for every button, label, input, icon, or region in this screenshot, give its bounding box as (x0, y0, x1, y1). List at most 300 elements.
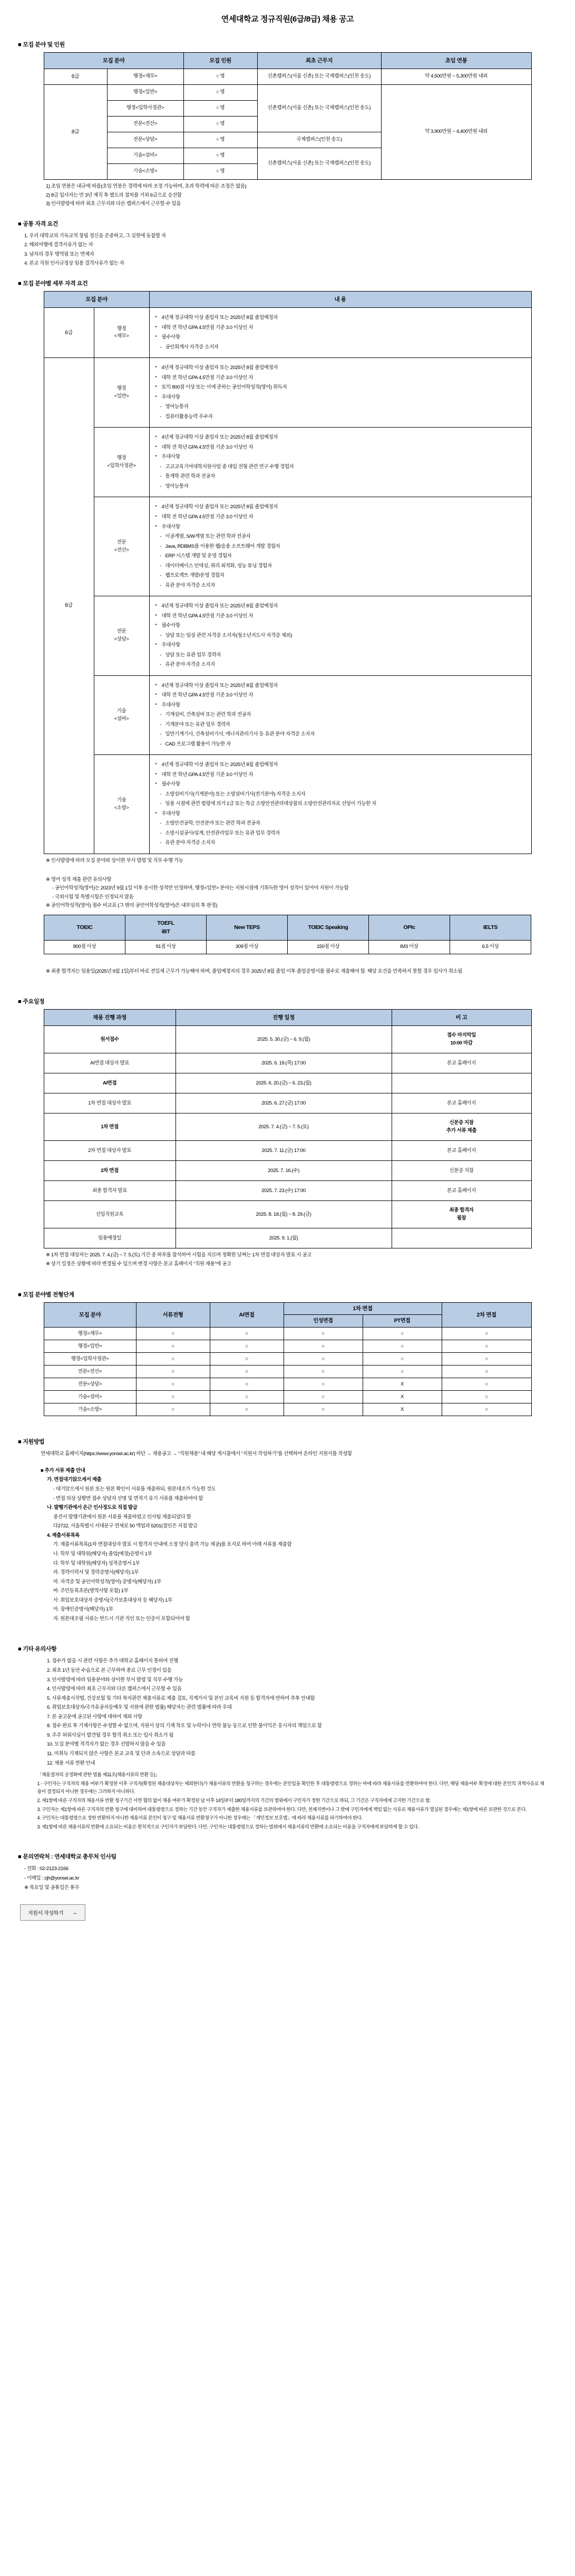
table-row (44, 1340, 531, 1353)
table-row (44, 84, 531, 100)
requirement-item: - 소방설비기사(기계분야) 또는 소방설비기사(전기분야) 자격증 소지자 (155, 790, 527, 800)
detailed-requirements-table (44, 291, 532, 854)
field-cell: 기술<소방> (107, 163, 183, 179)
apply-button[interactable] (20, 1904, 85, 1921)
requirement-list (155, 602, 527, 670)
stage-document-cell: ○ (136, 1353, 210, 1366)
list-item: 1. 우리 대학교의 기독교적 창립 정신을 존중하고, 그 실현에 동참할 자 (24, 233, 166, 239)
col-header-step: 채용 진행 과정 (44, 1010, 176, 1026)
requirement-item: ▪ 우대사항 (155, 522, 527, 532)
col-header-newteps: New TEPS (207, 915, 288, 941)
other-note-item: 12. 채용 서류 반환 안내 (47, 1760, 95, 1766)
requirement-item: ▪ 4년제 정규대학 이상 졸업자 또는 2025년 8월 졸업예정자 (155, 313, 527, 323)
table-row (44, 1391, 531, 1403)
table-row (44, 1201, 531, 1228)
table-row (44, 1403, 531, 1416)
additional-docs-line: - 면접 의상 상황면 접수 상담자 선명 및 면적기 유기 서류를 제출하여야 함 (53, 1495, 203, 1502)
schedule-remark-cell: 본교 홈페이지 (392, 1093, 531, 1113)
requirement-item: - 통계학 관련 학과 전공자 (155, 472, 527, 482)
schedule-step-cell: 임용예정일 (44, 1228, 176, 1248)
english-notice-line: - 국외시험 및 특별시험은 인정되지 않음 (52, 894, 134, 900)
requirements-cell (149, 596, 531, 676)
stage-field-cell: 전문<전산> (44, 1366, 136, 1378)
disclaimer-paragraph: 4. 구인자는 대통령령으로 정한 반환하지 아니한 채용서류 본인이 청구 및 채용서류 반환청구가 아니한 경우에는 「개인정보 보호법」에 따라 채용서류를 파기하여야 한다. (37, 1815, 363, 1821)
stage-matrix-heading: ■ 모집 분야별 전형단계 (18, 1291, 74, 1298)
requirement-item: ▪ 4년제 정규대학 이상 졸업자 또는 2025년 8월 졸업예정자 (155, 681, 527, 691)
requirements-cell (149, 308, 531, 358)
detailed-requirements-section (0, 280, 575, 976)
requirement-item: - 영어능통자 (155, 402, 527, 412)
stage-pt-cell: X (363, 1403, 442, 1416)
requirement-list (155, 502, 527, 590)
stage-field-cell: 행정<입학사정관> (44, 1353, 136, 1366)
schedule-remark-cell (392, 1073, 531, 1093)
stage-pt-cell: ○ (363, 1353, 442, 1366)
schedule-date-cell: 2025. 5. 30.(금) ~ 6. 9.(월) (176, 1026, 392, 1053)
requirement-item: ▪ 우대사항 (155, 393, 527, 403)
bullet-square-icon: ■ (18, 999, 22, 1005)
count-cell: ○ 명 (183, 132, 257, 148)
schedule-date-cell: 2025. 6. 27.(금) 17:00 (176, 1093, 392, 1113)
requirement-item: - 영어능통자 (155, 482, 527, 492)
stage-matrix-table (44, 1302, 532, 1417)
requirement-item: ▪ 우대사항 (155, 809, 527, 819)
count-cell: ○ 명 (183, 100, 257, 116)
requirements-cell (149, 675, 531, 755)
stage-ai-cell: ○ (210, 1328, 284, 1340)
requirement-item: ▪ 우대사항 (155, 452, 527, 462)
requirement-item: - 임용 시점에 관련 법령에 의거 1급 또는 특급 소방안전관리대상물의 소방안전관리자로 선임이 가능한 자 (155, 799, 527, 809)
disclaimer-paragraph: 3. 구인자는 제1항에 따른 구직자의 반환 청구에 대비하여 대통령령으로 정하는 기간 동안 구직자가 제출한 채용서류를 보관하여야 한다. 다만, 천재지변이나 그 밖에 구인자에게 책임 없는 사유로 채용서류가 멸실된 경우에는 제1항에 따른 보관한 것으로 본다. (37, 1806, 527, 1812)
stage-pt-cell: ○ (363, 1366, 442, 1378)
note-item: 2) 8급 입사자는 만 3년 재직 후 별도의 절차를 거쳐 6급으로 승진함 (46, 192, 182, 198)
stage-second-cell: ○ (442, 1378, 531, 1391)
arrow-right-icon: → (72, 1909, 77, 1916)
table-row (44, 1026, 531, 1053)
other-note-item: 6. 취업보호대상자/국가유공자등예우 및 지원에 관한 법률) 해당자는 관련 법률에 따라 우대 (47, 1705, 232, 1711)
field-cell: 행정<일반> (107, 84, 183, 100)
stage-document-cell: ○ (136, 1391, 210, 1403)
table-header-row (44, 1302, 531, 1314)
additional-docs-line: 바. 주민등록초본(병역사항 포함) 1부 (53, 1588, 129, 1594)
requirement-item: ▪ 우대사항 (155, 701, 527, 711)
schedule-notes (44, 1251, 531, 1268)
requirement-item: ▪ 필수사항 (155, 780, 527, 790)
stage-ai-cell: ○ (210, 1378, 284, 1391)
table-row (44, 1378, 531, 1391)
table-row (44, 1366, 531, 1378)
recruitment-notes (44, 182, 531, 209)
col-header-place: 최초 근무지 (257, 52, 381, 69)
grade-cell: 6급 (44, 69, 107, 84)
english-notice-line: - 공인어학성적(영어)는 2023년 9월 1일 이후 응시한 성적만 인정하며, 행정<일반> 분야는 지원시점에 기취득한 영어 성적이 있어야 지원이 가능함 (52, 885, 349, 892)
stage-second-cell: ○ (442, 1328, 531, 1340)
english-table-caption: ※ 공인어학성적(영어) 점수 비교표 (그 밖의 공인어학성적(영어)은 내부심의 후 판정) (46, 903, 218, 909)
bullet-square-icon: ■ (18, 1291, 22, 1298)
stage-document-cell: ○ (136, 1328, 210, 1340)
requirement-item: ▪ 필수사항 (155, 333, 527, 343)
grade-cell: 8급 (44, 84, 107, 179)
table-row (44, 596, 531, 676)
requirement-item: - 데이터베이스 인덱싱, 쿼리 최적화, 성능 튜닝 경험자 (155, 561, 527, 572)
stage-ai-cell: ○ (210, 1403, 284, 1416)
requirement-item: ▪ 우대사항 (155, 641, 527, 651)
other-notes-section (0, 1645, 575, 1831)
table-header-row (44, 291, 531, 307)
other-note-item: 4. 인사발령에 따라 최초 근무지와 다른 캠퍼스에서 근무할 수 있음 (47, 1686, 182, 1692)
schedule-remark-cell: 신분증 지참 추가 서류 제출 (392, 1113, 531, 1141)
schedule-step-cell: 2차 면접 대상자 발표 (44, 1141, 176, 1161)
score-cell-ielts: 6.5 이상 (450, 940, 531, 954)
requirement-item: - 컴퓨터활용능력 우수자 (155, 412, 527, 422)
requirement-list (155, 681, 527, 750)
additional-docs-block-title: 4. 제출서류목록 (47, 1532, 80, 1538)
note-item: 1) 초임 연봉은 내규에 따름(초임 연봉은 경력에 따라 조정 가능하며, 초과 학력에 따른 조정은 없음) (46, 183, 247, 189)
requirement-item: - 기계분야 또는 유관 업무 경력자 (155, 720, 527, 730)
additional-docs-heading: ■ 추가 서류 제출 안내 (41, 1467, 85, 1474)
score-cell-toefl: 91점 이상 (125, 940, 207, 954)
col-header-content: 내 용 (149, 291, 531, 307)
apply-button-label: 지원서 작성하기 (28, 1911, 64, 1917)
stage-ai-cell: ○ (210, 1340, 284, 1353)
requirement-item: - ERP 시스템 개발 및 운영 경험자 (155, 551, 527, 561)
stage-second-cell: ○ (442, 1403, 531, 1416)
bullet-square-icon: ■ (18, 280, 22, 287)
schedule-remark-cell: 신분증 지참 (392, 1161, 531, 1181)
other-notes-heading: ■ 기타 유의사항 (18, 1646, 57, 1653)
table-row (44, 1141, 531, 1161)
requirement-item: - 일반기계기사, 건축설비기사, 에너지관리기사 등 유관 분야 자격증 소지자 (155, 730, 527, 740)
stage-ai-cell: ○ (210, 1391, 284, 1403)
table-row (44, 1093, 531, 1113)
recruitment-fields-heading: ■ 모집 분야 및 인원 (18, 41, 65, 48)
count-cell: ○ 명 (183, 69, 257, 84)
schedule-date-cell: 2025. 6. 19.(목) 17:00 (176, 1053, 392, 1073)
field-cell: 전문 <전산> (94, 497, 149, 596)
table-row (44, 308, 531, 358)
other-note-item: 9. 주주 허위사실이 발견될 경우 합격 취소 또는 입사 취소가 됨 (47, 1732, 174, 1738)
additional-docs-line: 자. 원본대조필 서류는 반드시 기관 직인 또는 인증이 포함되어야 함 (53, 1615, 190, 1622)
schedule-step-cell: 2차 면접 (44, 1161, 176, 1181)
requirement-item: ▪ 4년제 정규대학 이상 졸업자 또는 2025년 8월 졸업예정자 (155, 502, 527, 512)
table-row (44, 1161, 531, 1181)
other-note-item: 1. 접수가 없을 시 관련 사항은 추가 대학교 홈페이지 통하여 진행 (47, 1658, 178, 1664)
additional-docs-line: - 대기앉으세서 원본 또는 원본 확인이 서류를 제출하되, 원본대조가 가능한 것도 (53, 1486, 216, 1493)
schedule-section (0, 998, 575, 1268)
table-header-row (44, 1010, 531, 1026)
field-cell: 행정<입학사정관> (107, 100, 183, 116)
stage-pt-cell: ○ (363, 1340, 442, 1353)
stage-field-cell: 기술<소방> (44, 1403, 136, 1416)
requirement-item: - Java, RDBMS를 이용한 웹/응용 소프트웨어 개발 경험자 (155, 542, 527, 552)
final-employment-note (44, 967, 531, 976)
schedule-remark-cell: 본교 홈페이지 (392, 1141, 531, 1161)
col-header-count: 모집 인원 (183, 52, 257, 69)
list-item: 4. 본교 직원 인사규정상 임용 결격사유가 없는 자 (24, 260, 124, 267)
grade-cell: 8급 (44, 358, 94, 854)
schedule-date-cell: 2025. 7. 16.(수) (176, 1161, 392, 1181)
requirement-item: ▪ 4년제 정규대학 이상 졸업자 또는 2025년 8월 졸업예정자 (155, 760, 527, 770)
other-note-item: 8. 접수 완료 후 기재사항은 수정할 수 없으며, 지원서 상의 기재 착오 및 누락이나 연락 불능 등으로 인한 불이익은 응시자의 책임으로 함 (47, 1723, 322, 1729)
stage-personality-cell: ○ (284, 1328, 363, 1340)
stage-second-cell: ○ (442, 1340, 531, 1353)
requirement-item: ▪ 대학 전 학년 GPA 4.5만점 기준 3.0 이상인 자 (155, 373, 527, 383)
col-header-personality-interview: 인성면접 (284, 1314, 363, 1328)
schedule-heading: ■ 주요일정 (18, 999, 45, 1005)
recruitment-fields-table (44, 52, 532, 180)
table-header-row (44, 52, 531, 69)
col-header-toefl: TOEFL iBT (125, 915, 207, 941)
detailed-requirements-heading: ■ 모집 분야별 세부 자격 요건 (18, 280, 88, 287)
disclaimer-paragraph: 「채용절차의 공정화에 관한 법률 제11조(채용서류의 반환 등)」 (37, 1772, 160, 1778)
requirement-item: - 소방안전공학, 안전분야 또는 관련 학과 전공자 (155, 819, 527, 829)
schedule-step-cell: 최종 합격자 발표 (44, 1181, 176, 1201)
stage-field-cell: 행정<일반> (44, 1340, 136, 1353)
col-header-second-interview: 2차 면접 (442, 1302, 531, 1328)
stage-field-cell: 행정<재무> (44, 1328, 136, 1340)
place-cell: 신촌캠퍼스(서울 신촌) 또는 국제캠퍼스(인천 송도) (257, 84, 381, 132)
field-cell: 전문 <상담> (94, 596, 149, 676)
bullet-square-icon: ■ (18, 1646, 22, 1653)
other-note-item: 10. 모집 분야별 적격자가 없는 경우 선발하지 않을 수 있음 (47, 1741, 166, 1748)
schedule-table (44, 1009, 532, 1248)
col-header-ai-interview: AI면접 (210, 1302, 284, 1328)
score-cell-toeic: 800점 이상 (44, 940, 125, 954)
disclaimer-paragraph: 2. 제1항에 따른 구직자의 채용서류 반환 청구기간 서면 협의 없이 채용 여부가 확정된 날 이후 14일부터 180일까지의 기간의 범위에서 구인자가 정한 기간으로 하되, 그 기간은 구직자에게 고지한 기간으로 함. (37, 1797, 431, 1803)
score-cell-toeic-speaking: 150점 이상 (288, 940, 369, 954)
requirement-item: - 기계설비, 건축설비 또는 관련 학과 전공자 (155, 710, 527, 720)
application-method-body (23, 1449, 552, 1623)
table-row (44, 497, 531, 596)
place-cell: 국제캠퍼스(인천 송도) (257, 132, 381, 148)
stage-personality-cell: ○ (284, 1340, 363, 1353)
place-cell: 신촌캠퍼스(서울 신촌) 또는 국제캠퍼스(인천 송도) (257, 69, 381, 84)
schedule-date-cell: 2025. 9. 1.(월) (176, 1228, 392, 1248)
requirement-item: ▪ 대학 전 학년 GPA 4.5만점 기준 3.0 이상인 자 (155, 612, 527, 622)
requirement-item: ▪ 4년제 정규대학 이상 졸업자 또는 2025년 8월 졸업예정자 (155, 433, 527, 443)
detailed-requirements-body (44, 308, 531, 854)
common-requirements-list (24, 231, 575, 268)
col-header-toeic: TOEIC (44, 915, 125, 941)
application-intro: 연세대학교 홈페이지(https://www.yonsei.ac.kr) 하단 → 채용공고 → “직원채용” 내 해당 게시물에서 “지원서 작성하기”를 선택하여 온라인 지원서를 작성함 (41, 1451, 352, 1457)
contact-email: - 이메일 : cjh@yonsei.ac.kr (24, 1875, 80, 1882)
table-row (44, 1181, 531, 1201)
additional-docs-line: 아. 장애인증명서(해당자) 1부 (53, 1606, 113, 1613)
field-cell: 행정<재무> (107, 69, 183, 84)
list-item: 3. 남자의 경우 병역필 또는 면제자 (24, 251, 94, 257)
application-method-section (0, 1438, 575, 1623)
page-title: 연세대학교 정규직원(6급/8급) 채용 공고 (221, 15, 354, 24)
requirement-list (155, 433, 527, 491)
field-cell: 기술 <설비> (94, 675, 149, 755)
english-score-table (44, 915, 531, 954)
field-cell: 행정 <입학사정관> (94, 428, 149, 497)
schedule-step-cell: 원서접수 (44, 1026, 176, 1053)
note-item: 3) 인사발령에 따라 최초 근무지와 다른 캠퍼스에서 근무할 수 있음 (46, 201, 181, 207)
field-cell: 전문<전산> (107, 116, 183, 132)
schedule-remark-cell: 최종 합격자 필참 (392, 1201, 531, 1228)
contact-note: ※ 목요일 및 공휴일은 휴무 (24, 1885, 80, 1891)
note-item: ※ 상기 일정은 상황에 따라 변경될 수 있으며 변경 사항은 본교 홈페이지 “직원 채용”에 공고 (46, 1261, 231, 1267)
note-item: ※ 인사발령에 따라 모집 분야와 상이한 부서 발령 및 직무 수행 가능 (46, 857, 183, 864)
field-cell: 행정 <재무> (94, 308, 149, 358)
schedule-date-cell: 2025. 6. 20.(금) ~ 6. 23.(월) (176, 1073, 392, 1093)
requirement-item: - 유관 분야 자격증 소지자 (155, 660, 527, 670)
requirement-item: - 상담 또는 임상 관련 자격증 소지자(청소년지도사 자격증 제외) (155, 631, 527, 641)
requirement-item: ▪ 대학 전 학년 GPA 4.5만점 기준 3.0 이상인 자 (155, 323, 527, 333)
requirement-item: - 상담 또는 유관 업무 경력자 (155, 651, 527, 661)
schedule-date-cell: 2025. 7. 23.(수) 17:00 (176, 1181, 392, 1201)
schedule-step-cell: AI면접 대상자 발표 (44, 1053, 176, 1073)
requirement-item: - 유관 분야 자격증 소지자 (155, 581, 527, 591)
contact-phone: - 전화 : 02-2123-2166 (24, 1866, 69, 1872)
schedule-remark-cell (392, 1228, 531, 1248)
stage-document-cell: ○ (136, 1340, 210, 1353)
requirement-item: - 유관 분야 자격증 소지자 (155, 838, 527, 848)
count-cell: ○ 명 (183, 148, 257, 163)
legal-disclaimer (22, 1771, 554, 1831)
field-cell: 기술<설비> (107, 148, 183, 163)
requirement-item: ▪ 대학 전 학년 GPA 4.5만점 기준 3.0 이상인 자 (155, 770, 527, 780)
other-note-item: 2. 최초 1년 동안 수습으로 본 근무하며 종료 근무 인정이 있음 (47, 1667, 172, 1673)
col-header-date: 진행 일정 (176, 1010, 392, 1026)
stage-document-cell: ○ (136, 1366, 210, 1378)
contact-heading: ■ 문의연락처 : 연세대학교 총무처 인사팀 (18, 1854, 116, 1861)
col-header-first-interview: 1차 면접 (284, 1302, 442, 1314)
col-header-field: 모집 분야 (44, 1302, 136, 1328)
col-header-field: 모집 분야 (44, 52, 183, 69)
stage-personality-cell: ○ (284, 1403, 363, 1416)
stage-field-cell: 기술<설비> (44, 1391, 136, 1403)
requirement-item: ▪ 토익 800점 이상 또는 이에 준하는 공인어학성적(영어) 취득자 (155, 383, 527, 393)
schedule-step-cell: 1차 면접 대상자 발표 (44, 1093, 176, 1113)
stage-pt-cell: X (363, 1391, 442, 1403)
requirement-list (155, 760, 527, 848)
requirement-item: ▪ 4년제 정규대학 이상 졸업자 또는 2025년 8월 졸업예정자 (155, 602, 527, 612)
schedule-body (44, 1026, 531, 1248)
requirement-item: - 웹프로젝트 개발/운영 경험자 (155, 571, 527, 581)
table-row (44, 1053, 531, 1073)
table-row (44, 1353, 531, 1366)
schedule-remark-cell: 접수 마지막일 10:00 마감 (392, 1026, 531, 1053)
table-row (44, 69, 531, 84)
schedule-date-cell: 2025. 7. 11.(금) 17:00 (176, 1141, 392, 1161)
stage-ai-cell: ○ (210, 1366, 284, 1378)
field-cell: 행정 <일반> (94, 358, 149, 428)
bullet-square-icon: ■ (18, 1439, 22, 1446)
requirement-item: ▪ 대학 전 학년 GPA 4.5만점 기준 3.0 이상인 자 (155, 443, 527, 453)
requirement-list (155, 313, 527, 352)
schedule-date-cell: 2025. 8. 18.(월) ~ 8. 29.(금) (176, 1201, 392, 1228)
stage-personality-cell: ○ (284, 1378, 363, 1391)
table-row (44, 940, 531, 954)
disclaimer-paragraph: 3. 제1항에 따른 채용서류의 반환에 소요되는 비용은 원칙적으로 구인자가 부담한다. 다만, 구인자는 대통령령으로 정하는 범위에서 채용서류의 반환에 소요되는 비용을 구직자에게 부담하게 할 수 있다. (37, 1824, 419, 1830)
col-header-document: 서류전형 (136, 1302, 210, 1328)
contact-section (0, 1853, 575, 1893)
other-note-item: 11. 미취득 기재되지 않은 사항은 본교 교육 및 단과 소속으로 상담과 따름 (47, 1751, 196, 1757)
stage-document-cell: ○ (136, 1378, 210, 1391)
stage-second-cell: ○ (442, 1391, 531, 1403)
requirement-item: ▪ 필수사항 (155, 621, 527, 631)
stage-second-cell: ○ (442, 1366, 531, 1378)
stage-personality-cell: ○ (284, 1366, 363, 1378)
additional-docs-line: 마. 자격증 및 공인어학성적(영어) 증명서(해당자) 1부 (53, 1578, 161, 1585)
bullet-square-icon: ■ (18, 220, 22, 227)
score-cell-opic: IM3 이상 (369, 940, 450, 954)
col-header-pt-interview: PT면접 (363, 1314, 442, 1328)
table-row (44, 428, 531, 497)
other-notes-body (23, 1657, 552, 1768)
requirements-cell (149, 755, 531, 854)
requirement-item: - 공인회계사 자격증 소지자 (155, 343, 527, 353)
requirements-cell (149, 358, 531, 428)
col-header-field: 모집 분야 (44, 291, 149, 307)
count-cell: ○ 명 (183, 116, 257, 132)
place-cell: 신촌캠퍼스(서울 신촌) 또는 국제캠퍼스(인천 송도) (257, 148, 381, 179)
salary-cell: 약 4,500만원 ~ 5,300만원 내외 (381, 69, 531, 84)
requirement-item: - CAD 프로그램 활용이 가능한 자 (155, 740, 527, 750)
english-notice-heading: ※ 영어 성적 제출 관련 유의사항 (46, 876, 112, 883)
col-header-ielts: IELTS (450, 915, 531, 941)
other-notes-list (41, 1657, 552, 1768)
other-note-item: 3. 인사발령에 따라 임용분야와 상이한 부서 발령 및 직무 수행 가능 (47, 1677, 183, 1683)
score-cell-newteps: 309점 이상 (207, 940, 288, 954)
schedule-step-cell: AI면접 (44, 1073, 176, 1093)
common-requirements-heading: ■ 공통 자격 요건 (18, 220, 58, 227)
requirement-item: ▪ 대학 전 학년 GPA 4.5만점 기준 3.0 이상인 자 (155, 691, 527, 701)
field-cell: 전문<상담> (107, 132, 183, 148)
table-header-row (44, 915, 531, 941)
requirements-cell (149, 497, 531, 596)
common-requirements-section (0, 220, 575, 268)
stage-second-cell: ○ (442, 1353, 531, 1366)
col-header-salary: 초임 연봉 (381, 52, 531, 69)
contact-list (24, 1864, 575, 1893)
additional-docs-line: 다2722, 서울특별시 서대문구 연세로 50 엑업과 5201(접인은 지접 발급 (53, 1523, 198, 1529)
requirement-item: - 고교교육기여대학지원사업 중 대입 전형 관련 연구 수행 경험자 (155, 462, 527, 472)
requirement-list (155, 363, 527, 422)
col-header-toeic-speaking: TOEIC Speaking (288, 915, 369, 941)
table-row (44, 1113, 531, 1141)
stage-personality-cell: ○ (284, 1391, 363, 1403)
col-header-remark: 비 고 (392, 1010, 531, 1026)
detail-after-notes (44, 857, 531, 866)
col-header-opic: OPIc (369, 915, 450, 941)
additional-docs-blocks (41, 1475, 552, 1623)
other-note-item: 7. 본 공고문에 공고된 사항에 대하여 제외 사항 (47, 1713, 142, 1720)
field-cell: 기술 <소방> (94, 755, 149, 854)
additional-docs-block-title: 가. 면접대기앉으세서 제출 (47, 1477, 102, 1483)
bullet-square-icon: ■ (41, 1467, 44, 1474)
table-row (44, 755, 531, 854)
bullet-square-icon: ■ (18, 41, 22, 48)
salary-cell: 약 3,900만원 ~ 4,400만원 내외 (381, 84, 531, 179)
additional-docs-line: 중견서 발행기관에서 원본 서류를 제출하였고 인사팀 제출되었다 할 (53, 1514, 191, 1520)
count-cell: ○ 명 (183, 84, 257, 100)
additional-docs-line: 나. 학부 및 대학원(해당자) 졸업(예정)증명서 1부 (53, 1551, 152, 1557)
schedule-remark-cell: 본교 홈페이지 (392, 1053, 531, 1073)
schedule-date-cell: 2025. 7. 4.(금) ~ 7. 5.(토) (176, 1113, 392, 1141)
schedule-remark-cell: 본교 홈페이지 (392, 1181, 531, 1201)
stage-matrix-section (0, 1291, 575, 1417)
schedule-step-cell: 1차 면접 (44, 1113, 176, 1141)
table-row (44, 1328, 531, 1340)
additional-docs-line: 사. 취업보호대상자 증명서(국가보훈대상자 등 해당자) 1부 (53, 1597, 172, 1603)
table-row (44, 1228, 531, 1248)
note-item: ※ 1차 면접 대상자는 2025. 7. 4.(금) ~ 7. 5.(토) 기간 중 하루를 참석하여 시험을 치르며 정확한 날짜는 1차 면접 대상자 발표 시 공고 (46, 1252, 311, 1258)
additional-docs-block-title: 나. 발행기관에서 온근 인사정도로 직접 발급 (47, 1505, 138, 1511)
additional-docs-line: 가. 제출서류목록(1차 면접대상자 발표 시 합격자 안내에 소정 양식 출력 가능 제공)를 포지로 하여 아래 서류를 제출함 (53, 1542, 292, 1548)
